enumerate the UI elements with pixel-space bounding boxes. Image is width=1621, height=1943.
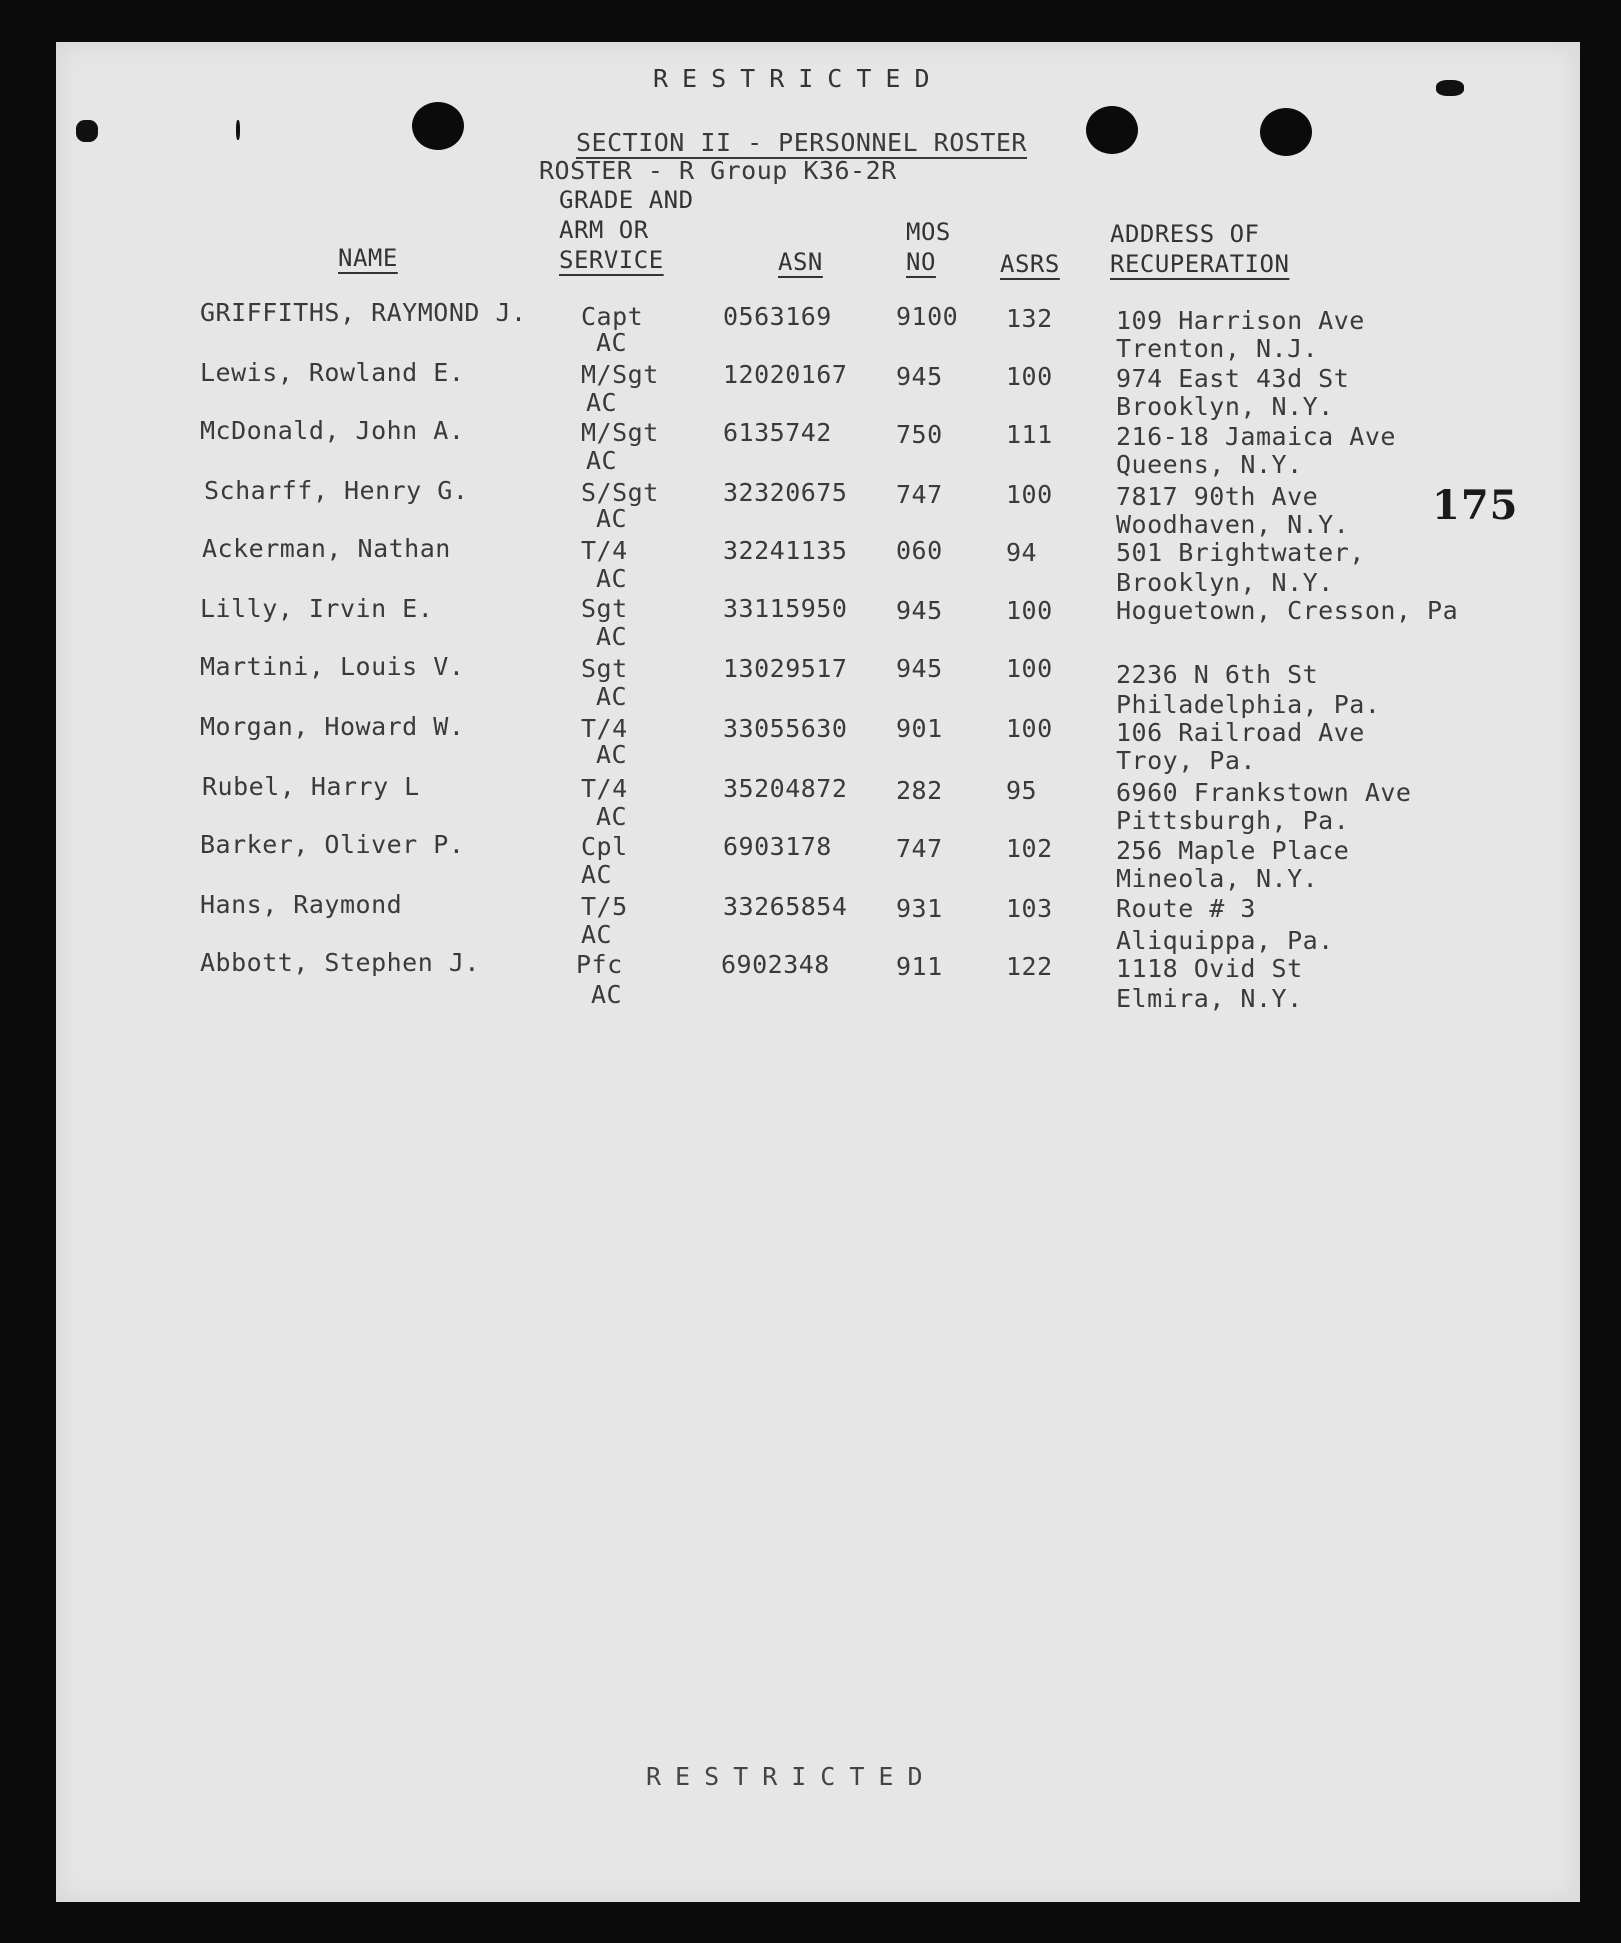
column-header-asn: ASN bbox=[778, 248, 823, 276]
cell-mos: 060 bbox=[896, 536, 943, 565]
column-header-asrs: ASRS bbox=[1000, 250, 1060, 278]
cell-address-line2: Elmira, N.Y. bbox=[1116, 984, 1303, 1013]
cell-address-line2: Philadelphia, Pa. bbox=[1116, 690, 1381, 719]
cell-name: Abbott, Stephen J. bbox=[200, 948, 480, 977]
table-row bbox=[56, 476, 1580, 539]
cell-grade: Sgt bbox=[581, 654, 628, 683]
column-header-mos-line1: MOS bbox=[906, 218, 951, 246]
cell-asrs: 95 bbox=[1006, 776, 1038, 805]
table-row bbox=[56, 534, 1580, 597]
column-header-address-line2: RECUPERATION bbox=[1110, 250, 1290, 278]
cell-grade: M/Sgt bbox=[581, 418, 659, 447]
cell-address-line2: Pittsburgh, Pa. bbox=[1116, 806, 1350, 835]
ink-speck bbox=[1436, 80, 1464, 96]
cell-arm: AC bbox=[586, 388, 618, 417]
cell-address-line2: Queens, N.Y. bbox=[1116, 450, 1303, 479]
cell-asn: 32320675 bbox=[723, 478, 848, 507]
cell-address-line1: Route # 3 bbox=[1116, 894, 1256, 923]
table-row bbox=[56, 890, 1580, 955]
cell-name: Barker, Oliver P. bbox=[200, 830, 465, 859]
cell-address-line1: 256 Maple Place bbox=[1116, 836, 1350, 865]
column-header-address-line1: ADDRESS OF bbox=[1110, 220, 1260, 248]
cell-arm: AC bbox=[581, 920, 613, 949]
cell-address-line1: 109 Harrison Ave bbox=[1116, 306, 1365, 335]
cell-address-line1: 216-18 Jamaica Ave bbox=[1116, 422, 1396, 451]
cell-asrs: 132 bbox=[1006, 304, 1053, 333]
cell-grade: T/4 bbox=[581, 714, 628, 743]
punch-hole-left bbox=[412, 102, 464, 150]
column-header-grade-line2: ARM OR bbox=[559, 216, 649, 244]
punch-hole-center bbox=[1086, 106, 1138, 154]
cell-name: Martini, Louis V. bbox=[200, 652, 465, 681]
cell-address-line2: Brooklyn, N.Y. bbox=[1116, 392, 1334, 421]
table-row bbox=[56, 594, 1580, 654]
classification-bottom: RESTRICTED bbox=[646, 1762, 937, 1791]
cell-address-line1: 1118 Ovid St bbox=[1116, 954, 1303, 983]
cell-grade: T/5 bbox=[581, 892, 628, 921]
cell-address-line2: Aliquippa, Pa. bbox=[1116, 926, 1334, 955]
cell-asrs: 103 bbox=[1006, 894, 1053, 923]
cell-mos: 9100 bbox=[896, 302, 959, 331]
cell-asn: 35204872 bbox=[723, 774, 848, 803]
cell-grade: S/Sgt bbox=[581, 478, 659, 507]
cell-arm: AC bbox=[596, 802, 628, 831]
cell-asrs: 100 bbox=[1006, 714, 1053, 743]
table-row bbox=[56, 712, 1580, 775]
cell-mos: 747 bbox=[896, 480, 943, 509]
cell-mos: 750 bbox=[896, 420, 943, 449]
cell-name: GRIFFITHS, RAYMOND J. bbox=[200, 298, 527, 327]
cell-asn: 33055630 bbox=[723, 714, 848, 743]
table-row bbox=[56, 772, 1580, 835]
cell-address-line2: Brooklyn, N.Y. bbox=[1116, 568, 1334, 597]
cell-name: Morgan, Howard W. bbox=[200, 712, 465, 741]
cell-arm: AC bbox=[596, 740, 628, 769]
table-row bbox=[56, 298, 1580, 363]
cell-asrs: 122 bbox=[1006, 952, 1053, 981]
cell-address-line2: Mineola, N.Y. bbox=[1116, 864, 1319, 893]
column-header-grade-line1: GRADE AND bbox=[559, 186, 694, 214]
table-row bbox=[56, 652, 1580, 719]
cell-asrs: 102 bbox=[1006, 834, 1053, 863]
cell-address-line1: 974 East 43d St bbox=[1116, 364, 1350, 393]
cell-arm: AC bbox=[596, 682, 628, 711]
column-header-mos-line2: NO bbox=[906, 248, 936, 276]
cell-asn: 6135742 bbox=[723, 418, 832, 447]
cell-name: Hans, Raymond bbox=[200, 890, 403, 919]
cell-address-line2: Woodhaven, N.Y. bbox=[1116, 510, 1350, 539]
cell-asrs: 100 bbox=[1006, 362, 1053, 391]
cell-arm: AC bbox=[596, 622, 628, 651]
page-number: 175 bbox=[1432, 482, 1519, 529]
cell-name: Lewis, Rowland E. bbox=[200, 358, 465, 387]
cell-mos: 901 bbox=[896, 714, 943, 743]
cell-address-line1: Hoguetown, Cresson, Pa bbox=[1116, 596, 1459, 625]
cell-grade: Pfc bbox=[576, 950, 623, 979]
cell-mos: 911 bbox=[896, 952, 943, 981]
cell-arm: AC bbox=[596, 504, 628, 533]
cell-name: Scharff, Henry G. bbox=[204, 476, 469, 505]
cell-address-line2: Trenton, N.J. bbox=[1116, 334, 1319, 363]
cell-address-line1: 6960 Frankstown Ave bbox=[1116, 778, 1412, 807]
cell-mos: 945 bbox=[896, 362, 943, 391]
cell-address-line1: 2236 N 6th St bbox=[1116, 660, 1319, 689]
cell-name: Ackerman, Nathan bbox=[202, 534, 451, 563]
cell-grade: Capt bbox=[581, 302, 644, 331]
cell-asn: 6902348 bbox=[721, 950, 830, 979]
cell-address-line2: Troy, Pa. bbox=[1116, 746, 1256, 775]
cell-grade: Cpl bbox=[581, 832, 628, 861]
cell-asn: 12020167 bbox=[723, 360, 848, 389]
cell-address-line1: 501 Brightwater, bbox=[1116, 538, 1365, 567]
cell-asn: 13029517 bbox=[723, 654, 848, 683]
cell-asn: 0563169 bbox=[723, 302, 832, 331]
cell-arm: AC bbox=[596, 564, 628, 593]
table-row bbox=[56, 358, 1580, 421]
cell-asrs: 100 bbox=[1006, 654, 1053, 683]
cell-grade: T/4 bbox=[581, 536, 628, 565]
ink-speck bbox=[76, 120, 98, 142]
cell-name: Lilly, Irvin E. bbox=[200, 594, 434, 623]
table-row bbox=[56, 948, 1580, 1013]
cell-asrs: 100 bbox=[1006, 480, 1053, 509]
cell-name: McDonald, John A. bbox=[200, 416, 465, 445]
cell-mos: 945 bbox=[896, 654, 943, 683]
table-row bbox=[56, 830, 1580, 893]
cell-grade: T/4 bbox=[581, 774, 628, 803]
cell-address-line1: 7817 90th Ave bbox=[1116, 482, 1319, 511]
classification-top: RESTRICTED bbox=[653, 64, 944, 93]
cell-asrs: 111 bbox=[1006, 420, 1053, 449]
cell-address-line1: 106 Railroad Ave bbox=[1116, 718, 1365, 747]
cell-mos: 747 bbox=[896, 834, 943, 863]
punch-hole-right bbox=[1260, 108, 1312, 156]
cell-grade: Sgt bbox=[581, 594, 628, 623]
cell-arm: AC bbox=[591, 980, 623, 1009]
cell-asrs: 100 bbox=[1006, 596, 1053, 625]
ink-speck bbox=[236, 120, 240, 140]
column-header-grade-line3: SERVICE bbox=[559, 246, 664, 274]
section-title: SECTION II - PERSONNEL ROSTER bbox=[576, 128, 1027, 157]
cell-asn: 33265854 bbox=[723, 892, 848, 921]
column-header-name: NAME bbox=[338, 244, 398, 272]
cell-arm: AC bbox=[581, 860, 613, 889]
cell-grade: M/Sgt bbox=[581, 360, 659, 389]
document-page bbox=[56, 42, 1580, 1902]
cell-mos: 282 bbox=[896, 776, 943, 805]
roster-line: ROSTER - R Group K36-2R bbox=[539, 156, 897, 185]
cell-mos: 931 bbox=[896, 894, 943, 923]
cell-asn: 33115950 bbox=[723, 594, 848, 623]
cell-asrs: 94 bbox=[1006, 538, 1038, 567]
cell-name: Rubel, Harry L bbox=[202, 772, 420, 801]
table-row bbox=[56, 416, 1580, 479]
cell-mos: 945 bbox=[896, 596, 943, 625]
cell-arm: AC bbox=[596, 328, 628, 357]
cell-arm: AC bbox=[586, 446, 618, 475]
cell-asn: 6903178 bbox=[723, 832, 832, 861]
cell-asn: 32241135 bbox=[723, 536, 848, 565]
